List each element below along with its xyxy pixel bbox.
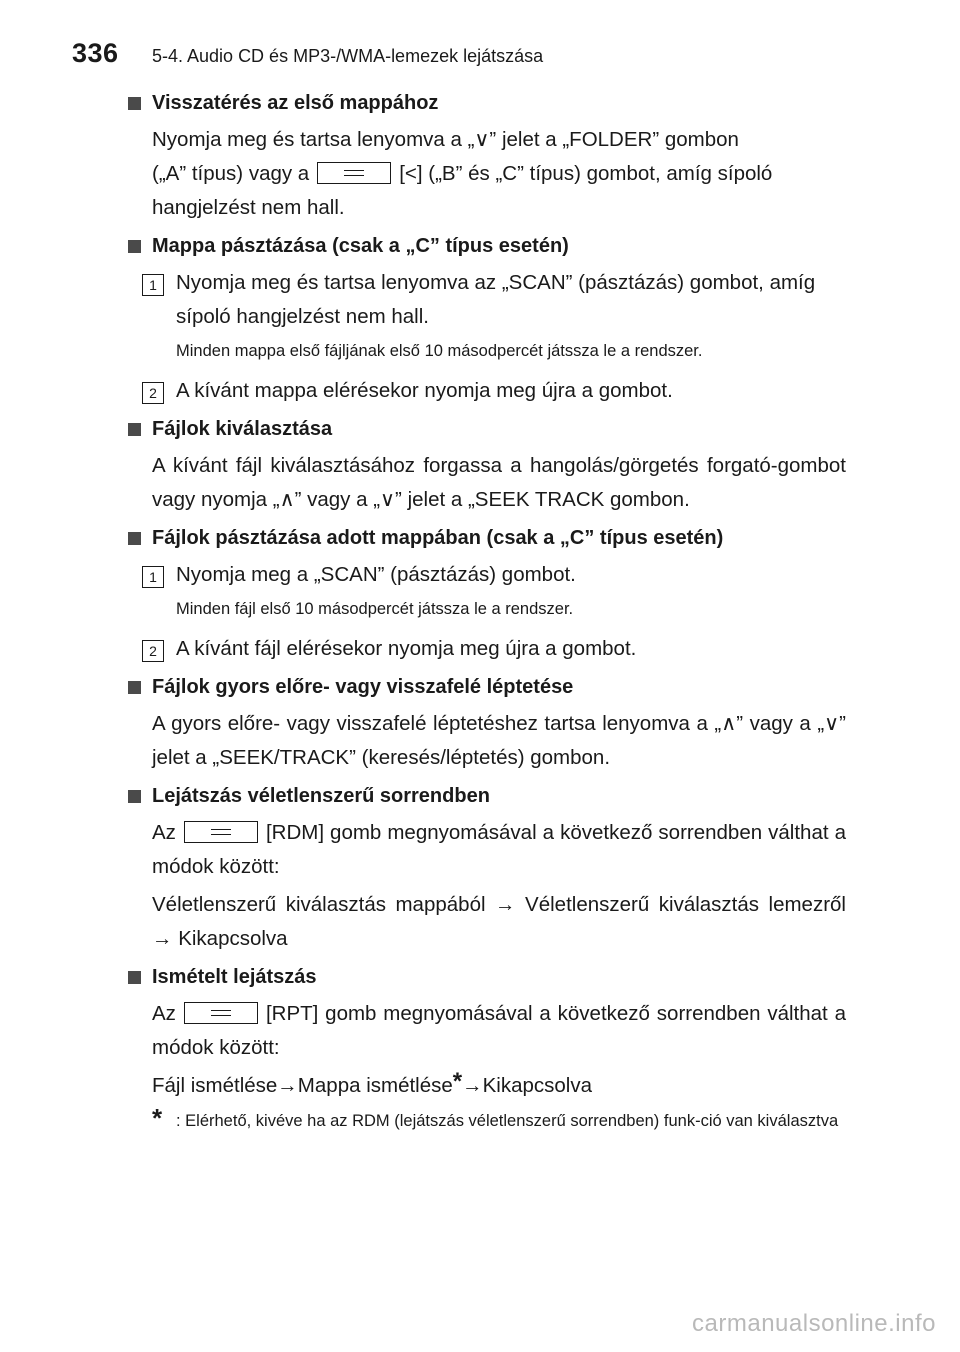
paragraph: Véletlenszerű kiválasztás mappából → Véletlenszerű kiválasztás lemezről → Kikapcsolva <box>152 893 846 950</box>
square-bullet-icon <box>128 532 141 545</box>
step-number: 2 <box>142 382 164 404</box>
section-heading: Fájlok gyors előre- vagy visszafelé léptetése <box>128 672 846 703</box>
section-return-first-folder <box>128 88 846 225</box>
square-bullet-icon <box>128 423 141 436</box>
paragraph: Fájl ismétlése→Mappa ismétlése*→Kikapcsolva <box>152 1068 593 1097</box>
footnote-marker: * <box>452 1068 463 1095</box>
square-bullet-icon <box>128 681 141 694</box>
button-graphic-icon <box>184 1002 258 1024</box>
step-item: 2 A kívánt fájl elérésekor nyomja meg újra a gombot. <box>128 632 846 666</box>
square-bullet-icon <box>128 971 141 984</box>
section-folder-scan <box>128 231 846 408</box>
chapter-title: 5-4. Audio CD és MP3-/WMA-lemezek lejátszása <box>152 46 544 66</box>
section-heading: Fájlok pásztázása adott mappában (csak a „C” típus esetén) <box>128 523 846 554</box>
step-note: Minden mappa első fájljának első 10 másodpercét játssza le a rendszer. <box>176 342 703 360</box>
square-bullet-icon <box>128 97 141 110</box>
step-item: 1 Nyomja meg a „SCAN” (pásztázás) gombot. <box>128 558 846 592</box>
step-number: 1 <box>142 274 164 296</box>
button-graphic-icon <box>184 821 258 843</box>
square-bullet-icon <box>128 790 141 803</box>
step-number: 1 <box>142 566 164 588</box>
section-heading: Lejátszás véletlenszerű sorrendben <box>128 781 846 812</box>
section-fast-skip <box>128 672 846 775</box>
watermark: carmanualsonline.info <box>692 1310 936 1337</box>
page-number: 336 <box>72 38 119 68</box>
footnote-star: * <box>152 1103 163 1133</box>
paragraph: A kívánt fájl kiválasztásához forgassa a hangolás/görgetés forgató-gombot vagy nyomja „∧” vagy a „∨” jelet a „SEEK TRACK gombon. <box>152 454 846 511</box>
step-note: Minden fájl első 10 másodpercét játssza le a rendszer. <box>176 600 574 618</box>
square-bullet-icon <box>128 240 141 253</box>
paragraph: A gyors előre- vagy visszafelé léptetéshez tartsa lenyomva a „∧” vagy a „∨” jelet a „SEEK/TRACK” (keresés/léptetés) gombon. <box>152 712 846 769</box>
section-heading: Visszatérés az első mappához <box>128 88 846 119</box>
footnote-text: : Elérhető, kivéve ha az RDM (lejátszás véletlenszerű sorrendben) funk-ció van kiválasztva <box>176 1112 839 1130</box>
paragraph: Az [RDM] gomb megnyomásával a következő sorrendben válthat a módok között: <box>152 821 846 878</box>
paragraph: Az [RPT] gomb megnyomásával a következő sorrendben válthat a módok között: <box>152 1002 846 1059</box>
section-heading: Fájlok kiválasztása <box>128 414 846 445</box>
step-item: 2 A kívánt mappa elérésekor nyomja meg újra a gombot. <box>128 374 846 408</box>
button-graphic-icon <box>317 162 391 184</box>
page-content <box>128 88 846 1133</box>
section-random-play <box>128 781 846 956</box>
section-heading: Mappa pásztázása (csak a „C” típus esetén) <box>128 231 846 262</box>
section-heading: Ismételt lejátszás <box>128 962 846 993</box>
section-file-select <box>128 414 846 517</box>
paragraph: Nyomja meg és tartsa lenyomva a „∨” jelet a „FOLDER” gombon („A” típus) vagy a [<] („B” és „C” típus) gombot, amíg sípoló hangjelzést nem hall. <box>152 128 773 219</box>
footnote <box>128 1103 846 1133</box>
section-file-scan <box>128 523 846 666</box>
section-repeat-play <box>128 962 846 1103</box>
step-item: 1 Nyomja meg és tartsa lenyomva az „SCAN” (pásztázás) gombot, amíg sípoló hangjelzést nem hall. <box>128 266 846 334</box>
step-number: 2 <box>142 640 164 662</box>
